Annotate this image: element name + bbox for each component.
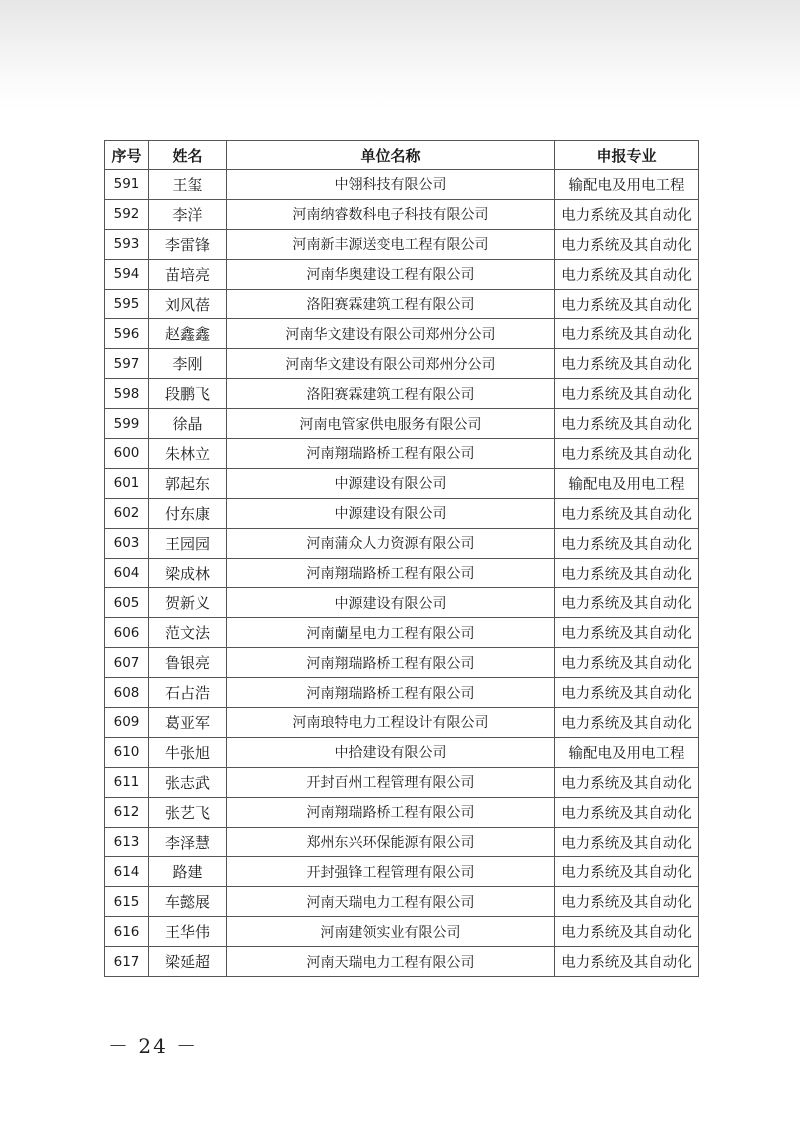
cell-no: 603	[105, 528, 149, 558]
cell-unit: 郑州东兴环保能源有限公司	[227, 827, 555, 857]
cell-no: 595	[105, 289, 149, 319]
cell-major: 电力系统及其自动化	[555, 259, 699, 289]
table-row	[105, 947, 699, 977]
table-row	[105, 767, 699, 797]
table-row	[105, 379, 699, 409]
table-row	[105, 259, 699, 289]
cell-no: 614	[105, 857, 149, 887]
cell-name: 梁成林	[149, 558, 227, 588]
cell-no: 591	[105, 170, 149, 200]
cell-no: 599	[105, 409, 149, 439]
cell-no: 596	[105, 319, 149, 349]
cell-no: 608	[105, 678, 149, 708]
cell-unit: 洛阳赛霖建筑工程有限公司	[227, 379, 555, 409]
cell-major: 电力系统及其自动化	[555, 767, 699, 797]
cell-major: 电力系统及其自动化	[555, 409, 699, 439]
table-row	[105, 468, 699, 498]
roster-table-container	[104, 140, 698, 977]
cell-no: 592	[105, 199, 149, 229]
cell-major: 电力系统及其自动化	[555, 229, 699, 259]
cell-no: 597	[105, 349, 149, 379]
cell-no: 612	[105, 797, 149, 827]
cell-no: 610	[105, 737, 149, 767]
cell-major: 电力系统及其自动化	[555, 558, 699, 588]
table-row	[105, 289, 699, 319]
table-row	[105, 498, 699, 528]
cell-name: 王园园	[149, 528, 227, 558]
table-row	[105, 229, 699, 259]
cell-major: 电力系统及其自动化	[555, 827, 699, 857]
table-body	[105, 170, 699, 977]
cell-name: 路建	[149, 857, 227, 887]
cell-major: 电力系统及其自动化	[555, 588, 699, 618]
cell-major: 电力系统及其自动化	[555, 678, 699, 708]
table-row	[105, 199, 699, 229]
cell-unit: 中源建设有限公司	[227, 498, 555, 528]
cell-name: 郭起东	[149, 468, 227, 498]
cell-name: 葛亚军	[149, 708, 227, 738]
table-row	[105, 857, 699, 887]
header-major: 申报专业	[555, 141, 699, 170]
cell-unit: 河南翔瑞路桥工程有限公司	[227, 439, 555, 469]
cell-unit: 河南翔瑞路桥工程有限公司	[227, 678, 555, 708]
table-row	[105, 708, 699, 738]
cell-major: 电力系统及其自动化	[555, 379, 699, 409]
cell-major: 电力系统及其自动化	[555, 349, 699, 379]
roster-table	[104, 140, 699, 977]
cell-unit: 河南建领实业有限公司	[227, 917, 555, 947]
cell-name: 张艺飞	[149, 797, 227, 827]
cell-name: 牛张旭	[149, 737, 227, 767]
cell-unit: 河南纳睿数科电子科技有限公司	[227, 199, 555, 229]
cell-major: 电力系统及其自动化	[555, 797, 699, 827]
table-row	[105, 678, 699, 708]
cell-no: 606	[105, 618, 149, 648]
cell-name: 车懿展	[149, 887, 227, 917]
cell-no: 601	[105, 468, 149, 498]
cell-name: 朱林立	[149, 439, 227, 469]
cell-unit: 河南华奥建设工程有限公司	[227, 259, 555, 289]
cell-unit: 开封百州工程管理有限公司	[227, 767, 555, 797]
cell-major: 输配电及用电工程	[555, 468, 699, 498]
cell-unit: 河南新丰源送变电工程有限公司	[227, 229, 555, 259]
table-row	[105, 618, 699, 648]
cell-no: 593	[105, 229, 149, 259]
cell-unit: 中拾建设有限公司	[227, 737, 555, 767]
cell-name: 张志武	[149, 767, 227, 797]
cell-name: 鲁银亮	[149, 648, 227, 678]
cell-unit: 开封强锋工程管理有限公司	[227, 857, 555, 887]
cell-unit: 河南天瑞电力工程有限公司	[227, 887, 555, 917]
table-row	[105, 409, 699, 439]
cell-no: 602	[105, 498, 149, 528]
cell-unit: 河南琅特电力工程设计有限公司	[227, 708, 555, 738]
cell-major: 电力系统及其自动化	[555, 199, 699, 229]
cell-unit: 中源建设有限公司	[227, 588, 555, 618]
cell-name: 赵鑫鑫	[149, 319, 227, 349]
cell-no: 616	[105, 917, 149, 947]
header-row	[105, 141, 699, 170]
cell-major: 电力系统及其自动化	[555, 498, 699, 528]
cell-name: 梁延超	[149, 947, 227, 977]
cell-name: 李洋	[149, 199, 227, 229]
cell-no: 594	[105, 259, 149, 289]
cell-name: 李雷锋	[149, 229, 227, 259]
scan-shadow	[0, 0, 800, 110]
cell-major: 电力系统及其自动化	[555, 289, 699, 319]
table-row	[105, 797, 699, 827]
cell-no: 600	[105, 439, 149, 469]
cell-no: 611	[105, 767, 149, 797]
cell-name: 范文法	[149, 618, 227, 648]
table-row	[105, 439, 699, 469]
cell-name: 刘风蓓	[149, 289, 227, 319]
table-row	[105, 588, 699, 618]
cell-no: 609	[105, 708, 149, 738]
cell-major: 电力系统及其自动化	[555, 947, 699, 977]
cell-major: 电力系统及其自动化	[555, 887, 699, 917]
header-name: 姓名	[149, 141, 227, 170]
cell-unit: 河南蒲众人力资源有限公司	[227, 528, 555, 558]
cell-name: 徐晶	[149, 409, 227, 439]
cell-major: 电力系统及其自动化	[555, 319, 699, 349]
cell-major: 电力系统及其自动化	[555, 708, 699, 738]
cell-unit: 河南华文建设有限公司郑州分公司	[227, 349, 555, 379]
cell-name: 李刚	[149, 349, 227, 379]
cell-name: 王玺	[149, 170, 227, 200]
header-unit: 单位名称	[227, 141, 555, 170]
cell-no: 605	[105, 588, 149, 618]
cell-major: 输配电及用电工程	[555, 170, 699, 200]
cell-name: 苗培亮	[149, 259, 227, 289]
cell-major: 电力系统及其自动化	[555, 917, 699, 947]
cell-major: 输配电及用电工程	[555, 737, 699, 767]
cell-unit: 中源建设有限公司	[227, 468, 555, 498]
cell-no: 607	[105, 648, 149, 678]
cell-major: 电力系统及其自动化	[555, 439, 699, 469]
table-row	[105, 648, 699, 678]
table-row	[105, 170, 699, 200]
table-row	[105, 827, 699, 857]
cell-no: 598	[105, 379, 149, 409]
cell-unit: 河南华文建设有限公司郑州分公司	[227, 319, 555, 349]
cell-no: 615	[105, 887, 149, 917]
table-header	[105, 141, 699, 170]
cell-name: 王华伟	[149, 917, 227, 947]
cell-name: 石占浩	[149, 678, 227, 708]
cell-unit: 河南电管家供电服务有限公司	[227, 409, 555, 439]
cell-major: 电力系统及其自动化	[555, 648, 699, 678]
header-no: 序号	[105, 141, 149, 170]
cell-no: 604	[105, 558, 149, 588]
cell-major: 电力系统及其自动化	[555, 528, 699, 558]
cell-no: 617	[105, 947, 149, 977]
cell-major: 电力系统及其自动化	[555, 618, 699, 648]
cell-name: 段鹏飞	[149, 379, 227, 409]
cell-no: 613	[105, 827, 149, 857]
table-row	[105, 737, 699, 767]
cell-unit: 洛阳赛霖建筑工程有限公司	[227, 289, 555, 319]
cell-unit: 河南翔瑞路桥工程有限公司	[227, 797, 555, 827]
cell-unit: 河南蘭星电力工程有限公司	[227, 618, 555, 648]
table-row	[105, 917, 699, 947]
cell-unit: 中翎科技有限公司	[227, 170, 555, 200]
page-number: － 24 －	[108, 1034, 199, 1058]
cell-unit: 河南天瑞电力工程有限公司	[227, 947, 555, 977]
table-row	[105, 558, 699, 588]
cell-unit: 河南翔瑞路桥工程有限公司	[227, 558, 555, 588]
table-row	[105, 887, 699, 917]
cell-unit: 河南翔瑞路桥工程有限公司	[227, 648, 555, 678]
table-row	[105, 349, 699, 379]
cell-name: 贺新义	[149, 588, 227, 618]
table-row	[105, 319, 699, 349]
cell-major: 电力系统及其自动化	[555, 857, 699, 887]
table-row	[105, 528, 699, 558]
cell-name: 付东康	[149, 498, 227, 528]
cell-name: 李泽慧	[149, 827, 227, 857]
